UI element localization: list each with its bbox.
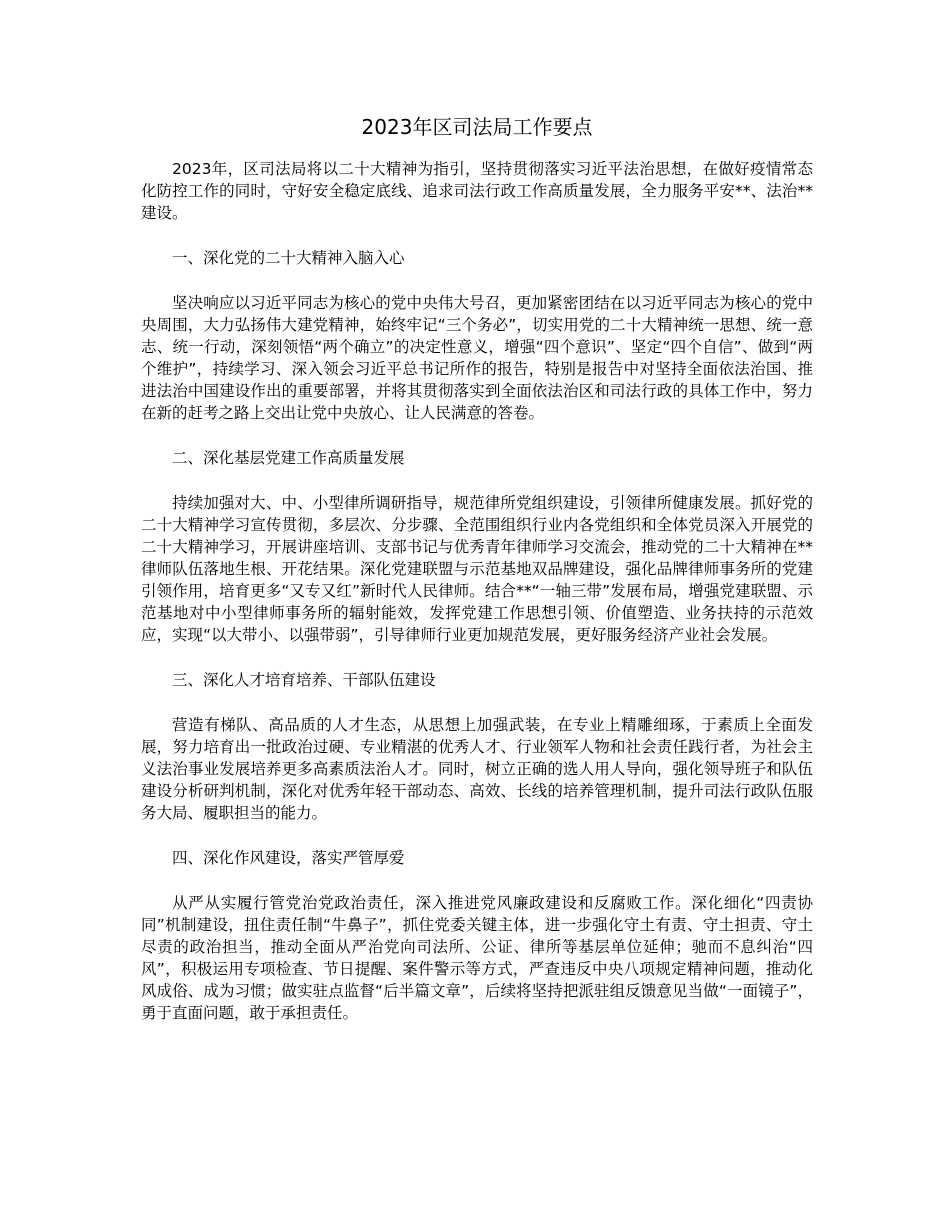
section-4-body: 从严从实履行管党治党政治责任，深入推进党风廉政建设和反腐败工作。深化细化“四责协同”机制建设，扭住责任制“牛鼻子”，抓住党委关键主体，进一步强化守土有责、守土担责、守土尽责的政治担当，推动全面从严治党向司法所、公证、律所等基层单位延伸；驰而不息纠治“四风”，积极运用专项检查、节日提醒、案件警示等方式，严查违反中央八项规定精神问题，推动化风成俗、成为习惯；做实驻点监督“后半篇文章”，后续将坚持把派驻组反馈意见当做“一面镜子”，勇于直面问题，敢于承担责任。 bbox=[141, 894, 813, 1022]
section-3-body: 营造有梯队、高品质的人才生态，从思想上加强武装，在专业上精雕细琢，于素质上全面发展，努力培育出一批政治过硬、专业精湛的优秀人才、行业领军人物和社会责任践行者，为社会主义法治事业发展培养更多高素质法治人才。同时，树立正确的选人用人导向，强化领导班子和队伍建设分析研判机制，深化对优秀年轻干部动态、高效、长线的培养管理机制，提升司法行政队伍服务大局、履职担当的能力。 bbox=[141, 716, 813, 822]
intro-paragraph: 2023年，区司法局将以二十大精神为指引，坚持贯彻落实习近平法治思想，在做好疫情常态化防控工作的同时，守好安全稳定底线、追求司法行政工作高质量发展，全力服务平安**、法治**建设。 bbox=[141, 160, 813, 222]
section-2-body: 持续加强对大、中、小型律所调研指导，规范律所党组织建设，引领律所健康发展。抓好党的二十大精神学习宣传贯彻，多层次、分步骤、全范围组织行业内各党组织和全体党员深入开展党的二十大精神学习，开展讲座培训、支部书记与优秀青年律师学习交流会，推动党的二十大精神在**律师队伍落地生根、开花结果。深化党建联盟与示范基地双品牌建设，强化品牌律师事务所的党建引领作用，培育更多“又专又红”新时代人民律师。结合**“一轴三带”发展布局，增强党建联盟、示范基地对中小型律师事务所的辐射能效，发挥党建工作思想引领、价值塑造、业务扶持的示范效应，实现“以大带小、以强带弱”，引导律师行业更加规范发展，更好服务经济产业社会发展。 bbox=[141, 494, 813, 644]
document-title: 2023年区司法局工作要点 bbox=[361, 115, 593, 139]
section-2-heading: 二、深化基层党建工作高质量发展 bbox=[172, 449, 405, 467]
section-1-body: 坚决响应以习近平同志为核心的党中央伟大号召，更加紧密团结在以习近平同志为核心的党中央周围，大力弘扬伟大建党精神，始终牢记“三个务必”，切实用党的二十大精神统一思想、统一意志、统一行动，深刻领悟“两个确立”的决定性意义，增强“四个意识”、坚定“四个自信”、做到“两个维护”，持续学习、深入领会习近平总书记所作的报告，特别是报告中对坚持全面依法治国、推进法治中国建设作出的重要部署，并将其贯彻落实到全面依法治区和司法行政的具体工作中，努力在新的赶考之路上交出让党中央放心、让人民满意的答卷。 bbox=[141, 294, 813, 422]
section-3-heading: 三、深化人才培育培养、干部队伍建设 bbox=[172, 671, 436, 689]
section-1-heading: 一、深化党的二十大精神入脑入心 bbox=[172, 249, 405, 267]
section-4-heading: 四、深化作风建设，落实严管厚爱 bbox=[172, 849, 405, 867]
document-page bbox=[141, 112, 813, 1047]
